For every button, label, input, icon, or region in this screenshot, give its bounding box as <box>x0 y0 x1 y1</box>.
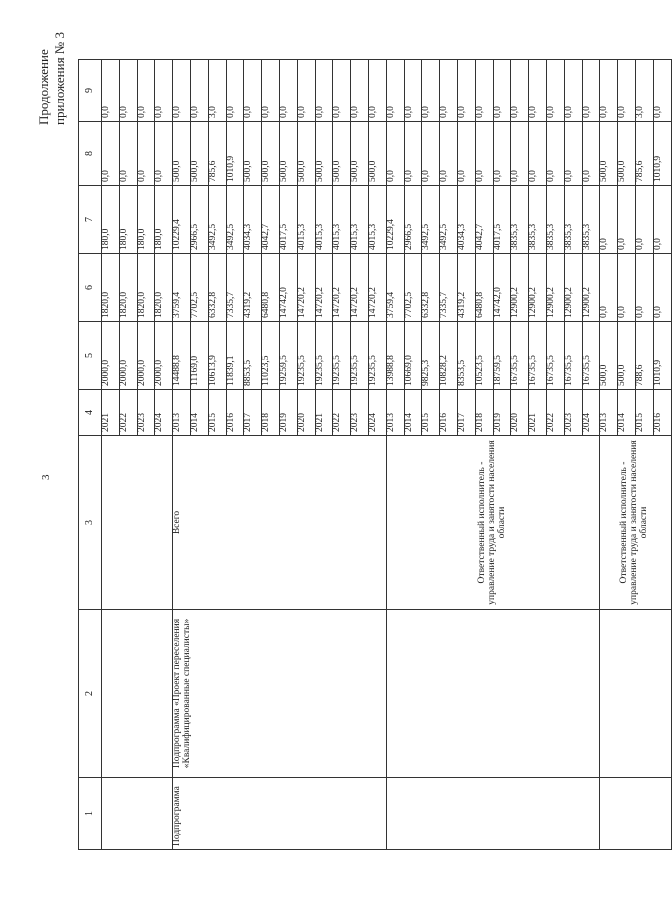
value-cell: 2000,0 <box>102 322 120 390</box>
value-cell: 2000,0 <box>137 322 155 390</box>
value-cell: 0,0 <box>119 122 137 186</box>
year-cell: 2022 <box>546 390 564 436</box>
value-cell: 0,0 <box>475 122 493 186</box>
year-cell: 2017 <box>457 390 475 436</box>
header-cell: 8 <box>79 122 102 186</box>
value-cell: 2966,5 <box>190 186 208 254</box>
value-cell: 4042,7 <box>262 186 280 254</box>
value-cell: 0,0 <box>440 60 458 122</box>
value-cell: 16735,5 <box>564 322 582 390</box>
value-cell: 0,0 <box>493 60 511 122</box>
value-cell: 0,0 <box>582 122 600 186</box>
value-cell: 0,0 <box>457 60 475 122</box>
year-cell: 2013 <box>600 390 618 436</box>
value-cell: 3759,4 <box>386 254 404 322</box>
year-cell: 2024 <box>582 390 600 436</box>
header-row <box>79 60 102 850</box>
value-cell: 19235,5 <box>315 322 333 390</box>
value-cell: 500,0 <box>279 122 297 186</box>
value-cell: 4034,3 <box>457 186 475 254</box>
value-cell: 0,0 <box>600 254 618 322</box>
value-cell: 10229,4 <box>386 186 404 254</box>
year-cell: 2015 <box>635 390 653 436</box>
year-cell: 2022 <box>119 390 137 436</box>
value-cell: 12900,2 <box>529 254 547 322</box>
value-cell: 0,0 <box>618 254 636 322</box>
value-cell: 0,0 <box>635 254 653 322</box>
value-cell: 1820,0 <box>102 254 120 322</box>
value-cell: 4015,3 <box>368 186 386 254</box>
header-cell: 9 <box>79 60 102 122</box>
year-cell: 2021 <box>315 390 333 436</box>
value-cell: 180,0 <box>102 186 120 254</box>
year-cell: 2015 <box>208 390 226 436</box>
value-cell: 2000,0 <box>155 322 173 390</box>
value-cell: 14720,2 <box>315 254 333 322</box>
program-table <box>78 59 672 850</box>
value-cell: 0,0 <box>155 60 173 122</box>
value-cell: 12900,2 <box>511 254 529 322</box>
value-cell: 11839,1 <box>226 322 244 390</box>
value-cell: 4015,3 <box>351 186 369 254</box>
value-cell: 0,0 <box>404 122 422 186</box>
value-cell: 16735,5 <box>582 322 600 390</box>
value-cell: 12900,2 <box>582 254 600 322</box>
executor-cell: Ответственный исполнитель - управление труда и занятости населения области <box>600 436 671 610</box>
value-cell: 0,0 <box>582 60 600 122</box>
value-cell: 0,0 <box>618 186 636 254</box>
value-cell: 0,0 <box>137 122 155 186</box>
year-cell: 2024 <box>368 390 386 436</box>
value-cell: 4017,5 <box>493 186 511 254</box>
value-cell: 0,0 <box>653 60 671 122</box>
value-cell: 3835,3 <box>564 186 582 254</box>
subprogram-type-cell: Подпрограмма <box>173 778 387 850</box>
value-cell: 500,0 <box>368 122 386 186</box>
value-cell: 7702,5 <box>404 254 422 322</box>
year-cell: 2021 <box>529 390 547 436</box>
value-cell: 6332,8 <box>208 254 226 322</box>
value-cell: 0,0 <box>635 186 653 254</box>
header-cell: 5 <box>79 322 102 390</box>
value-cell: 16735,5 <box>546 322 564 390</box>
year-cell: 2019 <box>493 390 511 436</box>
header-cell: 3 <box>79 436 102 610</box>
value-cell: 0,0 <box>315 60 333 122</box>
value-cell: 500,0 <box>244 122 262 186</box>
value-cell: 14742,0 <box>279 254 297 322</box>
value-cell: 6480,8 <box>475 254 493 322</box>
value-cell: 7335,7 <box>440 254 458 322</box>
year-cell: 2018 <box>262 390 280 436</box>
value-cell: 0,0 <box>440 122 458 186</box>
year-cell: 2020 <box>297 390 315 436</box>
value-cell: 0,0 <box>511 60 529 122</box>
year-cell: 2014 <box>618 390 636 436</box>
continuation-title: Продолжение приложения № 3 <box>36 32 67 125</box>
value-cell: 1010,9 <box>226 122 244 186</box>
value-cell: 0,0 <box>226 60 244 122</box>
table-row <box>173 60 191 850</box>
value-cell: 0,0 <box>333 60 351 122</box>
executor-cell: Всего <box>173 436 387 610</box>
value-cell: 6480,8 <box>262 254 280 322</box>
value-cell: 785,6 <box>208 122 226 186</box>
page-number: 3 <box>40 474 52 480</box>
header-cell: 1 <box>79 778 102 850</box>
value-cell: 4015,3 <box>315 186 333 254</box>
value-cell: 14720,2 <box>297 254 315 322</box>
value-cell: 0,0 <box>564 60 582 122</box>
year-cell: 2017 <box>244 390 262 436</box>
value-cell: 0,0 <box>653 186 671 254</box>
year-cell: 2018 <box>475 390 493 436</box>
value-cell: 0,0 <box>529 122 547 186</box>
value-cell: 7702,5 <box>190 254 208 322</box>
year-cell: 2023 <box>564 390 582 436</box>
value-cell: 9825,3 <box>422 322 440 390</box>
value-cell: 500,0 <box>333 122 351 186</box>
value-cell: 0,0 <box>546 122 564 186</box>
value-cell: 3835,3 <box>546 186 564 254</box>
year-cell: 2016 <box>653 390 671 436</box>
value-cell: 500,0 <box>262 122 280 186</box>
year-cell: 2019 <box>279 390 297 436</box>
value-cell: 0,0 <box>529 60 547 122</box>
value-cell: 0,0 <box>404 60 422 122</box>
value-cell: 0,0 <box>102 60 120 122</box>
value-cell: 4319,2 <box>457 254 475 322</box>
value-cell: 785,6 <box>635 122 653 186</box>
value-cell: 3492,5 <box>440 186 458 254</box>
value-cell: 1010,9 <box>653 322 671 390</box>
value-cell: 180,0 <box>137 186 155 254</box>
value-cell: 11023,5 <box>262 322 280 390</box>
table-body <box>79 60 672 850</box>
value-cell: 500,0 <box>600 122 618 186</box>
table-row <box>386 60 404 850</box>
table-row <box>600 60 618 850</box>
value-cell: 0,0 <box>368 60 386 122</box>
year-cell: 2020 <box>511 390 529 436</box>
year-cell: 2022 <box>333 390 351 436</box>
value-cell: 3835,3 <box>582 186 600 254</box>
value-cell: 10669,0 <box>404 322 422 390</box>
value-cell: 8853,5 <box>244 322 262 390</box>
value-cell: 3759,4 <box>173 254 191 322</box>
value-cell: 1820,0 <box>155 254 173 322</box>
value-cell: 4017,5 <box>279 186 297 254</box>
value-cell: 19235,5 <box>351 322 369 390</box>
value-cell: 0,0 <box>155 122 173 186</box>
value-cell: 0,0 <box>546 60 564 122</box>
year-cell: 2014 <box>404 390 422 436</box>
subprogram-type-cell <box>102 778 173 850</box>
value-cell: 16735,5 <box>511 322 529 390</box>
value-cell: 2000,0 <box>119 322 137 390</box>
value-cell: 0,0 <box>386 60 404 122</box>
value-cell: 3492,5 <box>422 186 440 254</box>
value-cell: 7335,7 <box>226 254 244 322</box>
value-cell: 0,0 <box>600 60 618 122</box>
value-cell: 500,0 <box>297 122 315 186</box>
header-cell: 7 <box>79 186 102 254</box>
value-cell: 2966,5 <box>404 186 422 254</box>
value-cell: 12900,2 <box>546 254 564 322</box>
value-cell: 13988,8 <box>386 322 404 390</box>
value-cell: 14742,0 <box>493 254 511 322</box>
value-cell: 0,0 <box>262 60 280 122</box>
executor-cell <box>102 436 173 610</box>
value-cell: 500,0 <box>315 122 333 186</box>
value-cell: 19259,5 <box>279 322 297 390</box>
value-cell: 8353,5 <box>457 322 475 390</box>
header-cell: 2 <box>79 610 102 778</box>
value-cell: 3835,3 <box>511 186 529 254</box>
value-cell: 14720,2 <box>333 254 351 322</box>
value-cell: 0,0 <box>279 60 297 122</box>
value-cell: 19235,5 <box>333 322 351 390</box>
value-cell: 3,0 <box>635 60 653 122</box>
value-cell: 3835,3 <box>529 186 547 254</box>
value-cell: 0,0 <box>653 254 671 322</box>
value-cell: 4015,3 <box>297 186 315 254</box>
value-cell: 16735,5 <box>529 322 547 390</box>
value-cell: 14720,2 <box>351 254 369 322</box>
value-cell: 0,0 <box>475 60 493 122</box>
value-cell: 4042,7 <box>475 186 493 254</box>
value-cell: 0,0 <box>190 60 208 122</box>
table-row <box>102 60 120 850</box>
value-cell: 3492,5 <box>208 186 226 254</box>
year-cell: 2016 <box>226 390 244 436</box>
value-cell: 1820,0 <box>119 254 137 322</box>
header-cell: 6 <box>79 254 102 322</box>
year-cell: 2023 <box>351 390 369 436</box>
value-cell: 0,0 <box>351 60 369 122</box>
year-cell: 2024 <box>155 390 173 436</box>
value-cell: 0,0 <box>618 60 636 122</box>
value-cell: 500,0 <box>618 122 636 186</box>
value-cell: 10523,5 <box>475 322 493 390</box>
value-cell: 6332,8 <box>422 254 440 322</box>
value-cell: 500,0 <box>618 322 636 390</box>
year-cell: 2021 <box>102 390 120 436</box>
value-cell: 0,0 <box>511 122 529 186</box>
value-cell: 0,0 <box>244 60 262 122</box>
value-cell: 0,0 <box>137 60 155 122</box>
value-cell: 19235,5 <box>297 322 315 390</box>
value-cell: 788,6 <box>635 322 653 390</box>
year-cell: 2013 <box>386 390 404 436</box>
value-cell: 0,0 <box>422 122 440 186</box>
value-cell: 4015,3 <box>333 186 351 254</box>
value-cell: 0,0 <box>173 60 191 122</box>
header-cell: 4 <box>79 390 102 436</box>
value-cell: 500,0 <box>173 122 191 186</box>
value-cell: 10229,4 <box>173 186 191 254</box>
subprogram-type-cell <box>600 778 671 850</box>
value-cell: 0,0 <box>386 122 404 186</box>
subprogram-name-cell <box>102 610 173 778</box>
value-cell: 14720,2 <box>368 254 386 322</box>
value-cell: 0,0 <box>422 60 440 122</box>
year-cell: 2015 <box>422 390 440 436</box>
value-cell: 4034,3 <box>244 186 262 254</box>
value-cell: 0,0 <box>600 186 618 254</box>
value-cell: 1820,0 <box>137 254 155 322</box>
value-cell: 19235,5 <box>368 322 386 390</box>
year-cell: 2023 <box>137 390 155 436</box>
value-cell: 500,0 <box>190 122 208 186</box>
value-cell: 0,0 <box>119 60 137 122</box>
value-cell: 1010,9 <box>653 122 671 186</box>
value-cell: 0,0 <box>102 122 120 186</box>
year-cell: 2014 <box>190 390 208 436</box>
subprogram-name-cell: Подпрограмма «Проект переселения «Квалифицированные специалисты» <box>173 610 387 778</box>
value-cell: 500,0 <box>351 122 369 186</box>
value-cell: 180,0 <box>155 186 173 254</box>
subprogram-type-cell <box>386 778 600 850</box>
value-cell: 10828,2 <box>440 322 458 390</box>
value-cell: 500,0 <box>600 322 618 390</box>
value-cell: 3492,5 <box>226 186 244 254</box>
value-cell: 11169,0 <box>190 322 208 390</box>
value-cell: 0,0 <box>493 122 511 186</box>
year-cell: 2016 <box>440 390 458 436</box>
value-cell: 0,0 <box>297 60 315 122</box>
value-cell: 0,0 <box>564 122 582 186</box>
value-cell: 18759,5 <box>493 322 511 390</box>
subprogram-name-cell <box>600 610 671 778</box>
executor-cell: Ответственный исполнитель - управление труда и занятости населения области <box>386 436 600 610</box>
value-cell: 180,0 <box>119 186 137 254</box>
value-cell: 10613,9 <box>208 322 226 390</box>
year-cell: 2013 <box>173 390 191 436</box>
value-cell: 12900,2 <box>564 254 582 322</box>
value-cell: 3,0 <box>208 60 226 122</box>
value-cell: 4319,2 <box>244 254 262 322</box>
subprogram-name-cell <box>386 610 600 778</box>
value-cell: 0,0 <box>457 122 475 186</box>
value-cell: 14488,8 <box>173 322 191 390</box>
